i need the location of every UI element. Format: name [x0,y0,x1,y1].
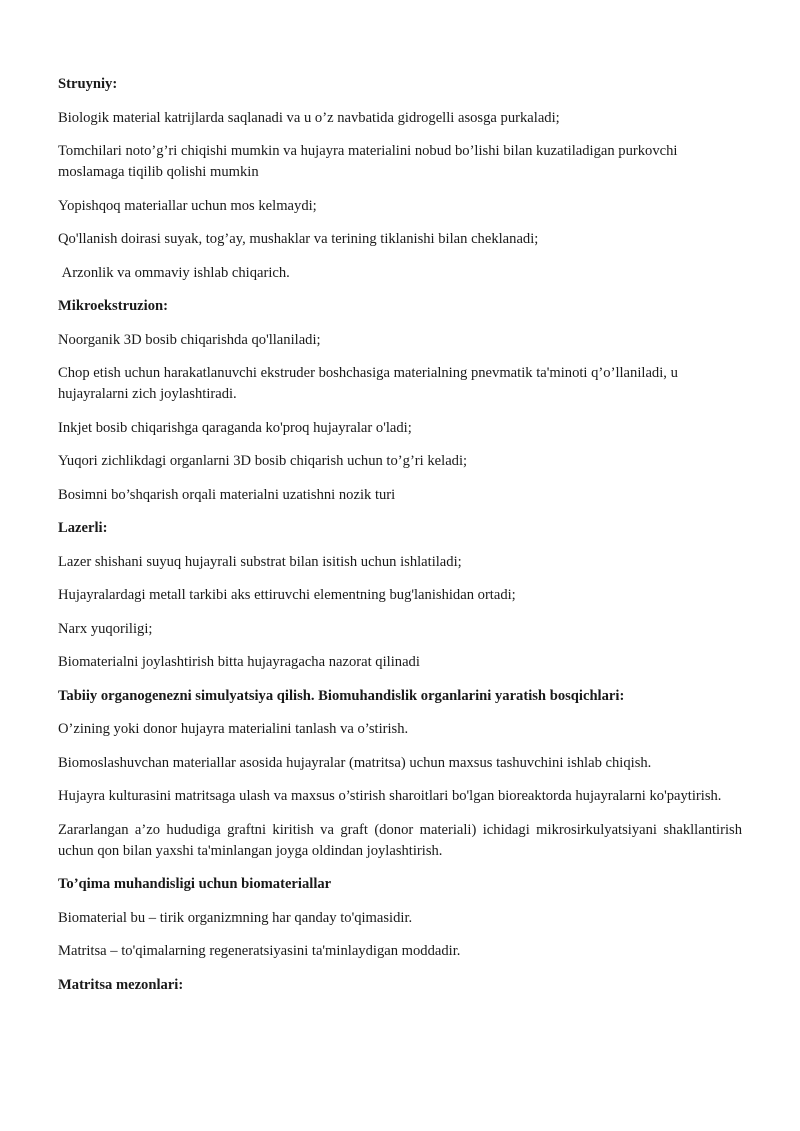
paragraph: Yuqori zichlikdagi organlarni 3D bosib chiqarish uchun to’g’ri keladi; [58,453,468,469]
paragraph: Chop etish uchun harakatlanuvchi ekstruder boshchasiga materialning pnevmatik ta'minoti q’o’llaniladi, u hujayralarni zich joylashtiradi. [58,365,678,402]
heading-lazerli: Lazerli: [58,520,108,536]
heading-mikroekstruzion: Mikroekstruzion: [58,298,168,314]
paragraph: Yopishqoq materiallar uchun mos kelmaydi; [58,197,317,214]
paragraph: Narx yuqoriligi; [58,620,153,637]
paragraph: Qo'llanish doirasi suyak, tog’ay, mushaklar va terining tiklanishi bilan cheklanadi; [58,231,539,247]
paragraph: Bosimni bo’shqarish orqali materialni uzatishni nozik turi [58,486,396,503]
paragraph: Biologik material katrijlarda saqlanadi va u o’z navbatida gidrogelli asosga purkaladi; [58,109,560,126]
paragraph: Matritsa – to'qimalarning regeneratsiyasini ta'minlaydigan moddadir. [58,943,461,959]
paragraph: Biomaterial bu – tirik organizmning har qanday to'qimasidir. [58,909,413,926]
document-body [58,74,742,1008]
paragraph: Biomoslashuvchan materiallar asosida hujayralar (matritsa) uchun maxsus tashuvchini ishlab chiqish. [58,754,652,771]
paragraph: Lazer shishani suyuq hujayrali substrat bilan isitish uchun ishlatiladi; [58,553,462,570]
heading-matritsa-mezonlari: Matritsa mezonlari: [58,976,184,993]
paragraph: Arzonlik va ommaviy ishlab chiqarich. [58,264,290,281]
paragraph: Noorganik 3D bosib chiqarishda qo'llaniladi; [58,331,321,348]
heading-organogenez: Tabiiy organogenezni simulyatsiya qilish. Biomuhandislik organlarini yaratish bosqichlari: [58,687,625,704]
paragraph: Inkjet bosib chiqarishga qaraganda ko'proq hujayralar o'ladi; [58,419,412,436]
paragraph: Biomaterialni joylashtirish bitta hujayragacha nazorat qilinadi [58,654,420,670]
paragraph: Hujayra kulturasini matritsaga ulash va maxsus o’stirish sharoitlari bo'lgan bioreaktorda hujayralarni ko'paytirish. [58,788,722,804]
paragraph: Hujayralardagi metall tarkibi aks ettiruvchi elementning bug'lanishidan ortadi; [58,587,516,603]
paragraph: O’zining yoki donor hujayra materialini tanlash va o’stirish. [58,721,409,737]
heading-biomateriallar: To’qima muhandisligi uchun biomateriallar [58,876,332,892]
paragraph: Tomchilari noto’g’ri chiqishi mumkin va hujayra materialini nobud bo’lishi bilan kuzatiladigan purkovchi moslamaga tiqilib qolishi mumkin [58,143,678,180]
heading-struyniy: Struyniy: [58,76,118,92]
paragraph: Zararlangan a’zo hududiga graftni kiritish va graft (donor materiali) ichidagi mikrosirkulyatsiyani shakllantirish uchun qon bilan yaxshi ta'minlangan joyga oldindan joylashtirish. [58,821,742,859]
